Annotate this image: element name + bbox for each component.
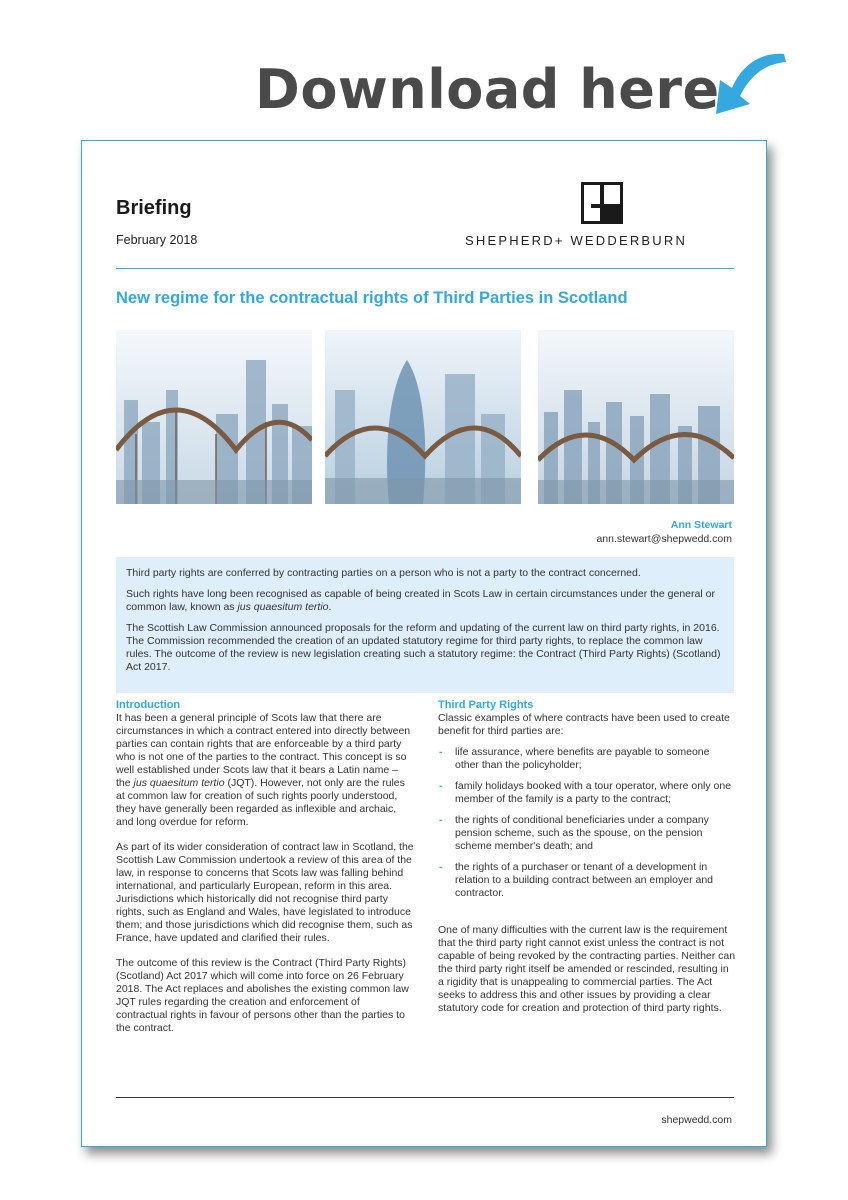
footer-url[interactable]: shepwedd.com bbox=[661, 1114, 732, 1126]
introduction-heading: Introduction bbox=[116, 699, 181, 711]
download-here-heading[interactable]: Download here bbox=[255, 58, 720, 121]
city-photo-right bbox=[538, 330, 734, 504]
list-item: - life assurance, where benefits are payable to someone other than the policyholder; bbox=[438, 746, 736, 772]
summary-paragraph: Such rights have long been recognised as capable of being created in Scots Law in certain circumstances under the general or common law, known as jus quaesitum tertio. bbox=[126, 588, 715, 613]
list-item: - the rights of a purchaser or tenant of a development in relation to a building contract between an employer and contractor. bbox=[438, 861, 736, 900]
city-photo-center bbox=[325, 330, 521, 504]
examples-list bbox=[438, 746, 736, 900]
logo-wordmark: SHEPHERD+ WEDDERBURN bbox=[465, 233, 688, 248]
third-party-column bbox=[438, 699, 736, 1027]
author-block bbox=[596, 518, 732, 546]
briefing-date: February 2018 bbox=[116, 233, 198, 247]
author-email[interactable]: ann.stewart@shepwedd.com bbox=[596, 533, 732, 545]
city-photo-left bbox=[116, 330, 312, 504]
list-item: - family holidays booked with a tour operator, where only one member of the family is a party to the contract; bbox=[438, 780, 736, 806]
introduction-column bbox=[116, 699, 414, 1047]
body-paragraph: One of many difficulties with the current law is the requirement that the third party right cannot exist unless the contract is not capable of being revoked by the contracting parties. Neither can the third party right itself be amended or rescinded, resulting in a rigidity that is unappealing to commercial parties. The Act seeks to address this and other issues by providing a clear statutory code for creation and protection of third party rights. bbox=[438, 924, 736, 1014]
body-paragraph: The outcome of this review is the Contract (Third Party Rights) (Scotland) Act 2017 which will come into force on 26 February 2018. The Act replaces and abolishes the existing common law JQT rules regarding the creation and enforcement of contractual rights in favour of persons other than the parties to the contract. bbox=[116, 957, 409, 1034]
author-name: Ann Stewart bbox=[670, 519, 732, 531]
header-divider bbox=[116, 268, 734, 269]
briefing-document[interactable] bbox=[81, 140, 767, 1147]
document-title: New regime for the contractual rights of Third Parties in Scotland bbox=[116, 289, 628, 307]
summary-paragraph: Third party rights are conferred by contracting parties on a person who is not a party to the contract concerned. bbox=[126, 567, 641, 579]
list-item: - the rights of conditional beneficiaries under a company pension scheme, such as the spouse, on the pension scheme member's death; and bbox=[438, 814, 736, 853]
summary-box bbox=[116, 557, 734, 693]
body-paragraph: It has been a general principle of Scots law that there are circumstances in which a contract entered into directly between parties can contain rights that are enforceable by a third party who is not one of the parties to the contract. This concept is so well established under Scots law that it bears a Latin name – the jus quaesitum tertio (JQT). However, not only are the rules at common law for creation of such rights poorly understood, they have generally been regarded as inflexible and archaic, and long overdue for reform. bbox=[116, 712, 411, 828]
briefing-label: Briefing bbox=[116, 197, 192, 219]
footer-divider bbox=[116, 1097, 734, 1098]
body-paragraph: Classic examples of where contracts have been used to create benefit for third parties are: bbox=[438, 712, 730, 737]
curved-arrow-icon bbox=[706, 48, 788, 120]
shepherd-wedderburn-logo-icon bbox=[581, 182, 623, 224]
summary-paragraph: The Scottish Law Commission announced proposals for the reform and updating of the current law on third party rights, in 2016. The Commission recommended the creation of an updated statutory regime for third party rights, to replace the common law rules. The outcome of the review is new legislation creating such a statutory regime: the Contract (Third Party Rights) (Scotland) Act 2017. bbox=[126, 622, 721, 673]
third-party-heading: Third Party Rights bbox=[438, 699, 534, 711]
body-paragraph: As part of its wider consideration of contract law in Scotland, the Scottish Law Commission undertook a review of this area of the law, in response to concerns that Scots law was falling behind international, and particularly European, reform in this area. Jurisdictions which historically did not recognise third party rights, such as England and Wales, have legislated to introduce them; and those jurisdictions which did recognise them, such as France, have updated and clarified their rules. bbox=[116, 841, 414, 944]
